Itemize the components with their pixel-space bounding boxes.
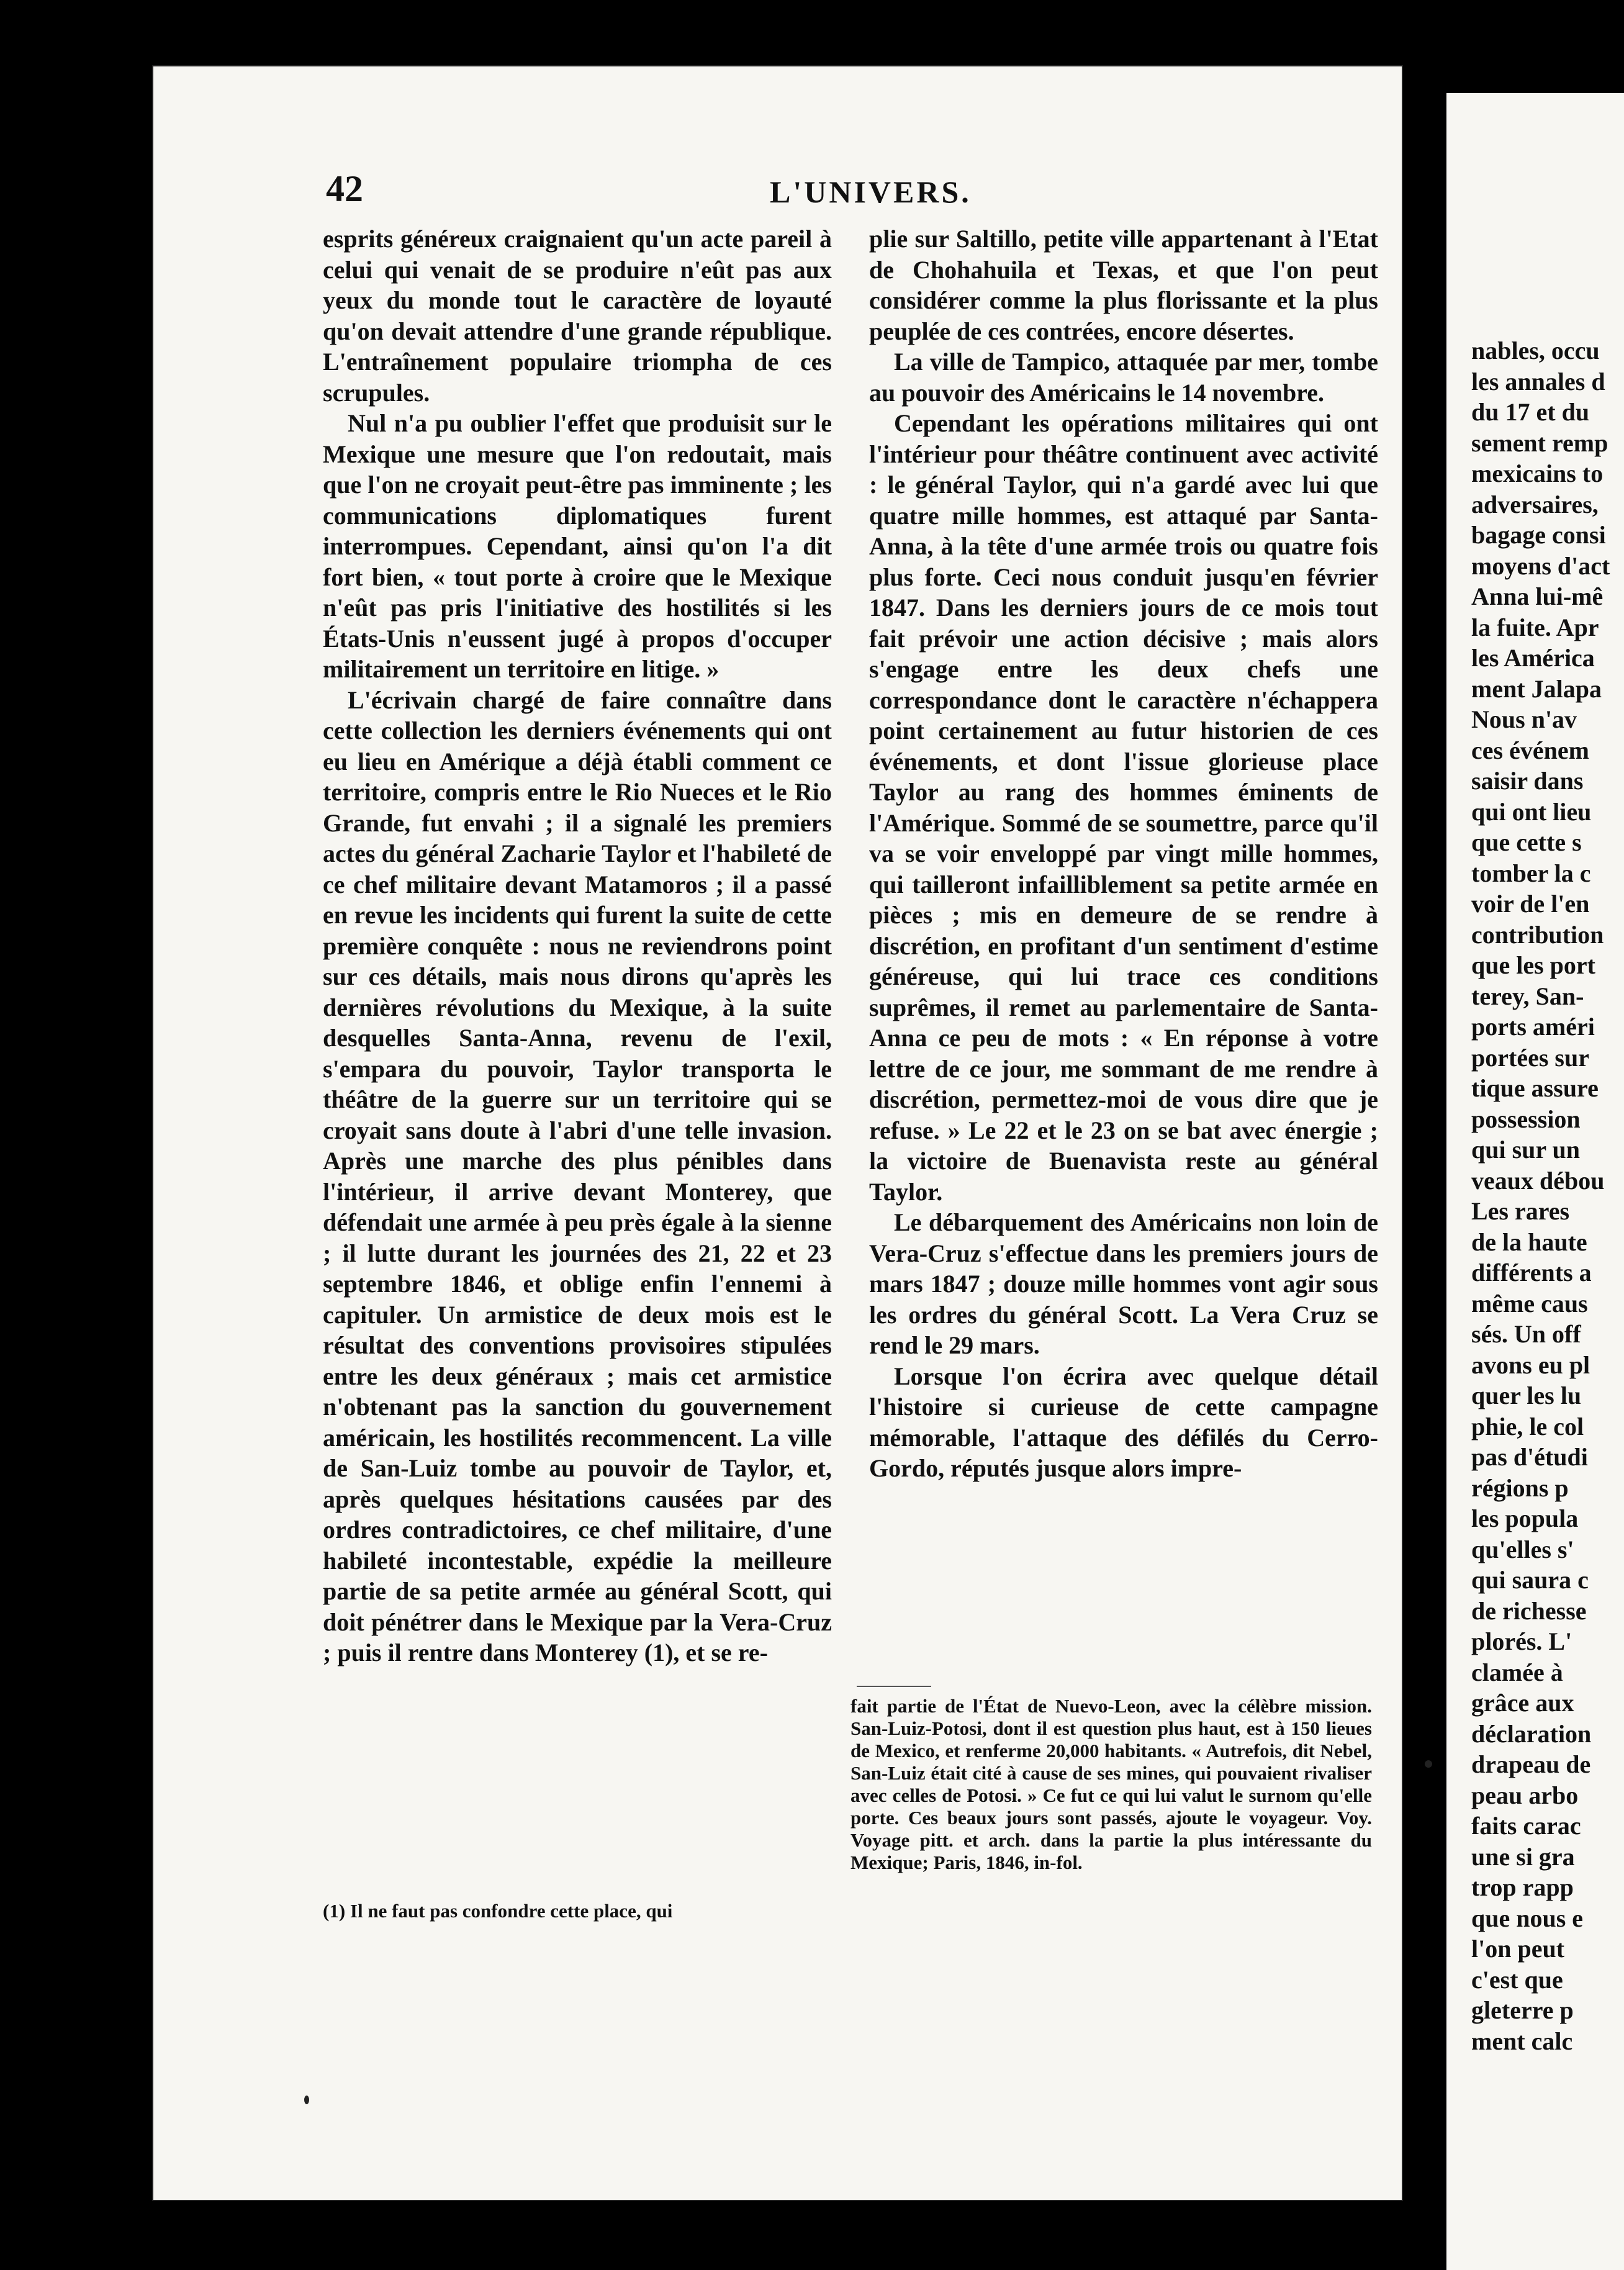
adjacent-page-line: quer les lu [1471, 1381, 1582, 1409]
adjacent-page-line: trop rapp [1471, 1873, 1574, 1901]
adjacent-page-line: qui ont lieu [1471, 797, 1592, 826]
adjacent-page-line: tomber la c [1471, 859, 1591, 887]
running-title: L'UNIVERS. [770, 174, 972, 209]
adjacent-page-line: veaux débou [1471, 1166, 1605, 1195]
adjacent-page-line: que cette s [1471, 828, 1582, 856]
paragraph: Nul n'a pu oublier l'effet que produisit sur le Mexique une mesure que l'on redoutait, mais que l'on ne croyait peut-être pas imminente ; les communications diplomatiques furent interrompues. Cependant, ainsi qu'on l'a dit fort bien, « tout porte à croire que le Mexique n'eût pas pris l'initiative des hostilités si les États-Unis n'eussent jugé à propos d'occuper militairement un territoire en litige. » [323, 409, 832, 683]
footnote-left: (1) Il ne faut pas confondre cette place, qui [323, 1900, 673, 1922]
footnote-right: fait partie de l'État de Nuevo-Leon, avec la célèbre mission. San-Luiz-Potosi, dont il est question plus haut, est à 150 lieues de Mexico, et renferme 20,000 habitants. « Autrefois, dit Nebel, San-Luiz était cité à cause de ses mines, qui pouvaient rivaliser avec celles de Potosi. » Ce fut ce qui lui valut le surnom qu'elle porte. Ces beaux jours sont passés, ajoute le voyageur. Voy. Voyage pitt. et arch. dans la partie la plus intéressante du Mexique; Paris, 1846, in-fol. [850, 1695, 1372, 1873]
adjacent-page-line: qui saura c [1471, 1566, 1589, 1594]
footnote-rule [857, 1686, 931, 1687]
adjacent-page-line: du 17 et du [1471, 398, 1590, 426]
adjacent-page-line: déclaration [1471, 1719, 1592, 1748]
adjacent-page-line: ment calc [1471, 2027, 1573, 2055]
adjacent-page-line: portées sur [1471, 1043, 1589, 1072]
adjacent-page-line: même caus [1471, 1289, 1588, 1318]
adjacent-page-line: terey, San- [1471, 982, 1584, 1010]
paragraph: plie sur Saltillo, petite ville appartenant à l'Etat de Chohahuila et Texas, et que l'on peut considérer comme la plus florissante et la plus peuplée de ces contrées, encore désertes. [869, 225, 1378, 345]
right-text-column [869, 224, 1378, 1664]
adjacent-page-line: clamée à [1471, 1658, 1563, 1686]
adjacent-page-line: les América [1471, 644, 1595, 672]
paragraph: esprits généreux craignaient qu'un acte pareil à celui qui venait de se produire n'eût pas aux yeux du monde tout le caractère de loyauté qu'on devait attendre d'une grande république. L'entraînement populaire triompha de ces scrupules. [323, 225, 832, 407]
adjacent-page-line: qui sur un [1471, 1136, 1580, 1164]
adjacent-page-line: phie, le col [1471, 1412, 1584, 1440]
adjacent-page-line: pas d'étudi [1471, 1443, 1588, 1471]
adjacent-page-line: différents a [1471, 1259, 1592, 1286]
adjacent-page-line: les popula [1471, 1504, 1579, 1532]
adjacent-page-line: faits carac [1471, 1812, 1581, 1840]
scan-speck [1425, 1760, 1432, 1768]
adjacent-page-line: régions p [1471, 1473, 1569, 1502]
page-number: 42 [326, 168, 363, 209]
left-text-column [323, 224, 832, 1856]
scan-speck [304, 2096, 309, 2104]
adjacent-page-line: qu'elles s' [1471, 1535, 1574, 1563]
adjacent-page-line: plorés. L' [1471, 1627, 1572, 1655]
adjacent-page-line: Les rares [1471, 1197, 1570, 1225]
adjacent-page-line: nables, occu [1471, 337, 1600, 364]
adjacent-page-line: l'on peut [1471, 1935, 1565, 1963]
adjacent-page-line: saisir dans [1471, 767, 1584, 795]
adjacent-page-line: que nous e [1471, 1904, 1584, 1932]
adjacent-page-line: possession [1471, 1105, 1581, 1133]
adjacent-page-line: les annales d [1471, 367, 1605, 396]
adjacent-page-line: de richesse [1471, 1596, 1587, 1625]
adjacent-page-line: drapeau de [1471, 1750, 1591, 1778]
adjacent-page-text [1471, 335, 1624, 2056]
adjacent-page-line: ment Jalapa [1471, 674, 1602, 703]
adjacent-page-line: c'est que [1471, 1965, 1563, 1994]
adjacent-page-line: grâce aux [1471, 1689, 1574, 1717]
adjacent-page-line: que les port [1471, 951, 1595, 979]
paragraph: La ville de Tampico, attaquée par mer, tombe au pouvoir des Américains le 14 novembre. [869, 348, 1378, 407]
adjacent-page-line: la fuite. Apr [1471, 613, 1599, 641]
adjacent-page-line: gleterre p [1471, 1996, 1574, 2024]
adjacent-page-line: tique assure [1471, 1074, 1599, 1102]
paragraph: Le débarquement des Américains non loin de Vera-Cruz s'effectue dans les premiers jours de mars 1847 ; douze mille hommes vont agir sous les ordres du général Scott. La Vera Cruz se rend le 29 mars. [869, 1208, 1378, 1359]
adjacent-page-line: Anna lui-mê [1471, 582, 1604, 610]
adjacent-page-line: voir de l'en [1471, 890, 1590, 918]
adjacent-page-line: adversaires, [1471, 490, 1599, 518]
adjacent-page-line: bagage consi [1471, 521, 1606, 549]
paragraph: Lorsque l'on écrira avec quelque détail l'histoire si curieuse de cette campagne mémorable, l'attaque des défilés du Cerro-Gordo, réputés jusque alors impre- [869, 1362, 1378, 1482]
adjacent-page-line: ces événem [1471, 736, 1589, 764]
adjacent-page-line: avons eu pl [1471, 1350, 1590, 1379]
adjacent-page-line: contribution [1471, 920, 1604, 949]
adjacent-page-line: de la haute [1471, 1228, 1587, 1256]
paragraph: L'écrivain chargé de faire connaître dans cette collection les derniers événements qui ont eu lieu en Amérique a déjà établi comment ce territoire, compris entre le Rio Nueces et le Rio Grande, fut envahi ; il a signalé les premiers actes du général Zacharie Taylor et l'habileté de ce chef militaire devant Matamoros ; il a passé en revue les incidents qui furent la suite de cette première conquête : nous ne reviendrons point sur ces détails, mais nous dirons qu'après les dernières révolutions du Mexique, à la suite desquelles Santa-Anna, revenu de l'exil, s'empara du pouvoir, Taylor transporta le théâtre de la guerre sur un territoire qui se croyait sans doute à l'abri d'une telle invasion. Après une marche des plus pénibles dans l'intérieur, il arrive devant Monterey, que défendait une armée à peu près égale à la sienne ; il lutte durant les journées des 21, 22 et 23 septembre 1846, et oblige enfin l'ennemi à capituler. Un armistice de deux mois est le résultat des conventions provisoires stipulées entre les deux généraux ; mais cet armistice n'obtenant pas la sanction du gouvernement américain, les hostilités recommencent. La ville de San-Luiz tombe au pouvoir de Taylor, et, après quelques hésitations causées par des ordres contradictoires, ce chef militaire, d'une habileté incontestable, expédie la meilleure partie de sa petite armée au général Scott, qui doit pénétrer dans le Mexique par la Vera-Cruz ; puis il rentre dans Monterey (1), et se re- [323, 685, 832, 1666]
adjacent-page-line: peau arbo [1471, 1781, 1579, 1809]
adjacent-page-line: Nous n'av [1471, 705, 1577, 733]
adjacent-page [1446, 93, 1624, 2270]
paragraph: Cependant les opérations militaires qui ont l'intérieur pour théâtre continuent avec activité : le général Taylor, qui n'a gardé avec lui que quatre mille hommes, est attaqué par Santa-Anna, à la tête d'une armée trois ou quatre fois plus forte. Ceci nous conduit jusqu'en février 1847. Dans les derniers jours de ce mois tout fait prévoir une action décisive ; mais alors s'engage entre les deux chefs une correspondance dont le caractère n'échappera point certainement au futur historien de ces événements, et dont l'issue glorieuse place Taylor au rang des hommes éminents de l'Amérique. Sommé de se soumettre, parce qu'il va se voir enveloppé par vingt mille hommes, qui tailleront infailliblement sa petite armée en pièces ; mis en demeure de se rendre à discrétion, en profitant d'un sentiment d'estime généreuse, qui lui trace ces conditions suprêmes, il remet au parlementaire de Santa-Anna ce peu de mots : « En réponse à votre lettre de ce jour, me sommant de me rendre à discrétion, permettez-moi de vous dire que je refuse. » Le 22 et le 23 on se bat avec énergie ; la victoire de Buenavista reste au général Taylor. [869, 409, 1378, 1206]
adjacent-page-line: une si gra [1471, 1842, 1575, 1871]
adjacent-page-line: sement remp [1471, 428, 1608, 457]
adjacent-page-line: ports améri [1471, 1013, 1595, 1041]
adjacent-page-line: sés. Un off [1471, 1320, 1581, 1348]
adjacent-page-line: mexicains to [1471, 459, 1604, 487]
adjacent-page-line: moyens d'act [1471, 551, 1610, 580]
